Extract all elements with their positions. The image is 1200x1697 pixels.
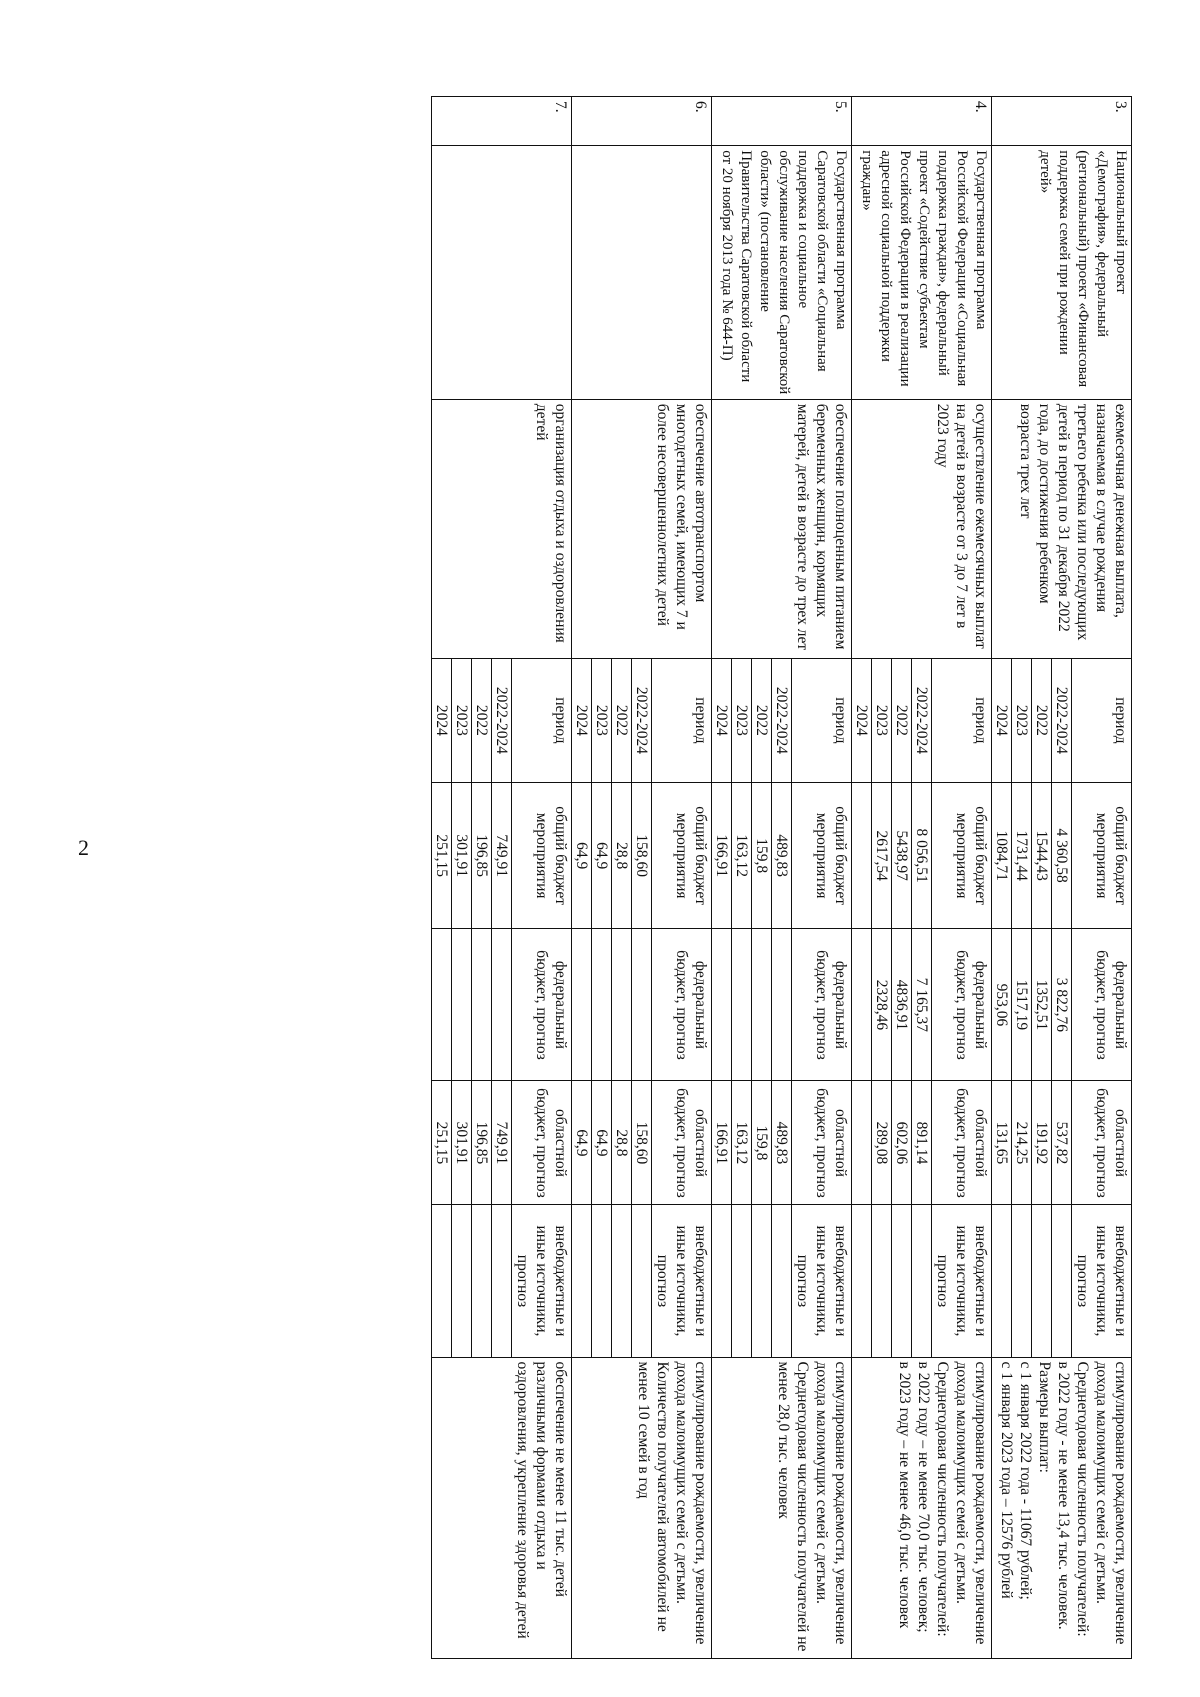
total-budget-header: общий бюджет мероприятия bbox=[512, 782, 572, 928]
event-name: осуществление ежемесячных выплат на детей в возрасте от 3 до 7 лет в 2023 году bbox=[852, 399, 992, 658]
regional-budget-cell: 158,60 bbox=[632, 1081, 652, 1205]
federal-budget-header: федеральный бюджет, прогноз bbox=[792, 929, 852, 1081]
row-number: 6. bbox=[572, 97, 712, 146]
total-budget-cell: 1084,71 bbox=[992, 782, 1012, 928]
federal-budget-cell: 2328,46 bbox=[872, 929, 892, 1081]
total-budget-header: общий бюджет мероприятия bbox=[652, 782, 712, 928]
regional-budget-cell: 163,12 bbox=[732, 1081, 752, 1205]
period-cell: 2024 bbox=[852, 658, 872, 782]
table-body bbox=[432, 97, 1132, 1659]
period-cell: 2022 bbox=[612, 658, 632, 782]
federal-budget-cell bbox=[732, 929, 752, 1081]
federal-budget-cell bbox=[572, 929, 592, 1081]
total-budget-header: общий бюджет мероприятия bbox=[1072, 782, 1132, 928]
total-budget-cell: 1731,44 bbox=[1012, 782, 1032, 928]
total-budget-cell bbox=[852, 782, 872, 928]
total-budget-cell: 159,8 bbox=[752, 782, 772, 928]
total-budget-cell: 158,60 bbox=[632, 782, 652, 928]
total-budget-cell: 4 360,58 bbox=[1052, 782, 1072, 928]
extra-budget-cell bbox=[872, 1205, 892, 1357]
expected-result: стимулирование рождаемости, увеличение дохода малоимущих семей с детьми. Среднегодовая численность получателей: в 2022 году - не менее 13,4 тыс. человек. Размеры выплат: с 1 января 2022 года - 11067 рублей; с 1 января 2023 года – 12576 рублей bbox=[992, 1357, 1132, 1658]
extra-budget-cell bbox=[892, 1205, 912, 1357]
row-number: 5. bbox=[712, 97, 852, 146]
extra-budget-cell bbox=[712, 1205, 732, 1357]
federal-budget-cell bbox=[492, 929, 512, 1081]
period-cell: 2023 bbox=[592, 658, 612, 782]
regional-budget-header: областной бюджет, прогноз bbox=[652, 1081, 712, 1205]
total-budget-cell: 28,8 bbox=[612, 782, 632, 928]
regional-budget-cell: 64,9 bbox=[572, 1081, 592, 1205]
program-table bbox=[431, 96, 1132, 1659]
regional-budget-cell: 28,8 bbox=[612, 1081, 632, 1205]
period-header: период bbox=[792, 658, 852, 782]
total-budget-cell: 749,91 bbox=[492, 782, 512, 928]
total-budget-header: общий бюджет мероприятия bbox=[792, 782, 852, 928]
period-header: период bbox=[932, 658, 992, 782]
extra-budget-cell bbox=[732, 1205, 752, 1357]
total-budget-cell: 5438,97 bbox=[892, 782, 912, 928]
program-name bbox=[432, 146, 572, 400]
extra-budget-header: внебюджетные и иные источники, прогноз bbox=[932, 1205, 992, 1357]
period-cell: 2024 bbox=[712, 658, 732, 782]
regional-budget-cell bbox=[852, 1081, 872, 1205]
program-name: Национальный проект «Демография», федеральный (региональный) проект «Финансовая поддержка семей при рождении детей» bbox=[992, 146, 1132, 400]
extra-budget-cell bbox=[1012, 1205, 1032, 1357]
period-cell: 2023 bbox=[1012, 658, 1032, 782]
table-row bbox=[512, 97, 572, 1659]
regional-budget-cell: 749,91 bbox=[492, 1081, 512, 1205]
period-cell: 2022 bbox=[752, 658, 772, 782]
extra-budget-cell bbox=[772, 1205, 792, 1357]
federal-budget-cell: 1352,51 bbox=[1032, 929, 1052, 1081]
total-budget-cell: 64,9 bbox=[592, 782, 612, 928]
extra-budget-cell bbox=[592, 1205, 612, 1357]
federal-budget-cell: 1517,19 bbox=[1012, 929, 1032, 1081]
table-row bbox=[652, 97, 712, 1659]
federal-budget-cell bbox=[632, 929, 652, 1081]
extra-budget-header: внебюджетные и иные источники, прогноз bbox=[652, 1205, 712, 1357]
row-number: 7. bbox=[432, 97, 572, 146]
row-number: 4. bbox=[852, 97, 992, 146]
extra-budget-cell bbox=[612, 1205, 632, 1357]
federal-budget-cell: 3 822,76 bbox=[1052, 929, 1072, 1081]
extra-budget-cell bbox=[1052, 1205, 1072, 1357]
period-cell: 2024 bbox=[432, 658, 452, 782]
regional-budget-cell: 489,83 bbox=[772, 1081, 792, 1205]
federal-budget-cell: 953,06 bbox=[992, 929, 1012, 1081]
total-budget-cell: 64,9 bbox=[572, 782, 592, 928]
page-number: 2 bbox=[78, 835, 89, 860]
period-cell: 2023 bbox=[452, 658, 472, 782]
extra-budget-cell bbox=[452, 1205, 472, 1357]
federal-budget-cell bbox=[852, 929, 872, 1081]
federal-budget-header: федеральный бюджет, прогноз bbox=[512, 929, 572, 1081]
period-cell: 2022 bbox=[1032, 658, 1052, 782]
expected-result: стимулирование рождаемости, увеличение дохода малоимущих семей с детьми. Среднегодовая численность получателей: в 2022 году – не менее 70,0 тыс. человек; в 2023 году – не менее 46,0 тыс. человек bbox=[852, 1357, 992, 1658]
total-budget-cell: 163,12 bbox=[732, 782, 752, 928]
period-cell: 2022-2024 bbox=[632, 658, 652, 782]
federal-budget-header: федеральный бюджет, прогноз bbox=[1072, 929, 1132, 1081]
period-header: период bbox=[652, 658, 712, 782]
period-cell: 2022-2024 bbox=[492, 658, 512, 782]
total-budget-cell: 251,15 bbox=[432, 782, 452, 928]
extra-budget-cell bbox=[852, 1205, 872, 1357]
total-budget-cell: 166,91 bbox=[712, 782, 732, 928]
regional-budget-cell: 537,82 bbox=[1052, 1081, 1072, 1205]
regional-budget-header: областной бюджет, прогноз bbox=[1072, 1081, 1132, 1205]
regional-budget-cell: 251,15 bbox=[432, 1081, 452, 1205]
extra-budget-cell bbox=[992, 1205, 1012, 1357]
extra-budget-cell bbox=[492, 1205, 512, 1357]
regional-budget-cell: 131,65 bbox=[992, 1081, 1012, 1205]
event-name: организация отдыха и оздоровления детей bbox=[432, 399, 572, 658]
extra-budget-cell bbox=[912, 1205, 932, 1357]
period-header: период bbox=[512, 658, 572, 782]
extra-budget-cell bbox=[472, 1205, 492, 1357]
federal-budget-cell bbox=[592, 929, 612, 1081]
federal-budget-cell: 4836,91 bbox=[892, 929, 912, 1081]
extra-budget-cell bbox=[572, 1205, 592, 1357]
expected-result: обеспечение не менее 11 тыс. детей различными формами отдыха и оздоровления, укрепление здоровья детей bbox=[432, 1357, 572, 1658]
total-budget-cell: 1544,43 bbox=[1032, 782, 1052, 928]
total-budget-cell: 2617,54 bbox=[872, 782, 892, 928]
expected-result: стимулирование рождаемости, увеличение дохода малоимущих семей с детьми. Среднегодовая численность получателей не менее 28,0 тыс. человек bbox=[712, 1357, 852, 1658]
period-cell: 2022-2024 bbox=[1052, 658, 1072, 782]
period-cell: 2024 bbox=[992, 658, 1012, 782]
expected-result: стимулирование рождаемости, увеличение дохода малоимущих семей с детьми. Количество получателей автомобилей не менее 10 семей в год bbox=[572, 1357, 712, 1658]
federal-budget-cell bbox=[612, 929, 632, 1081]
regional-budget-cell: 214,25 bbox=[1012, 1081, 1032, 1205]
period-cell: 2022 bbox=[472, 658, 492, 782]
regional-budget-cell: 166,91 bbox=[712, 1081, 732, 1205]
regional-budget-header: областной бюджет, прогноз bbox=[932, 1081, 992, 1205]
regional-budget-cell: 602,06 bbox=[892, 1081, 912, 1205]
row-number: 3. bbox=[992, 97, 1132, 146]
extra-budget-header: внебюджетные и иные источники, прогноз bbox=[1072, 1205, 1132, 1357]
table-row bbox=[932, 97, 992, 1659]
regional-budget-cell: 301,91 bbox=[452, 1081, 472, 1205]
event-name: обеспечение автотранспортом многодетных семей, имеющих 7 и более несовершеннолетних детей bbox=[572, 399, 712, 658]
federal-budget-cell bbox=[752, 929, 772, 1081]
regional-budget-cell: 159,8 bbox=[752, 1081, 772, 1205]
event-name: обеспечение полноценным питанием беременных женщин, кормящих матерей, детей в возрасте до трех лет bbox=[712, 399, 852, 658]
period-cell: 2022-2024 bbox=[772, 658, 792, 782]
extra-budget-cell bbox=[1032, 1205, 1052, 1357]
regional-budget-cell: 64,9 bbox=[592, 1081, 612, 1205]
extra-budget-header: внебюджетные и иные источники, прогноз bbox=[512, 1205, 572, 1357]
federal-budget-header: федеральный бюджет, прогноз bbox=[932, 929, 992, 1081]
total-budget-cell: 8 056,51 bbox=[912, 782, 932, 928]
program-name: Государственная программа Саратовской области «Социальная поддержка и социальное обслуживание населения Саратовской области» (постановление Правительства Саратовской области от 20 ноября 2013 года № 644-П) bbox=[712, 146, 852, 400]
regional-budget-header: областной бюджет, прогноз bbox=[792, 1081, 852, 1205]
federal-budget-header: федеральный бюджет, прогноз bbox=[652, 929, 712, 1081]
period-cell: 2024 bbox=[572, 658, 592, 782]
extra-budget-cell bbox=[752, 1205, 772, 1357]
table-row bbox=[1072, 97, 1132, 1659]
total-budget-cell: 301,91 bbox=[452, 782, 472, 928]
total-budget-cell: 489,83 bbox=[772, 782, 792, 928]
total-budget-header: общий бюджет мероприятия bbox=[932, 782, 992, 928]
event-name: ежемесячная денежная выплата, назначаемая в случае рождения третьего ребенка или последующих детей в период по 31 декабря 2022 года, до достижения ребенком возраста трех лет bbox=[992, 399, 1132, 658]
regional-budget-cell: 191,92 bbox=[1032, 1081, 1052, 1205]
period-cell: 2023 bbox=[872, 658, 892, 782]
extra-budget-cell bbox=[432, 1205, 452, 1357]
regional-budget-cell: 196,85 bbox=[472, 1081, 492, 1205]
federal-budget-cell: 7 165,37 bbox=[912, 929, 932, 1081]
total-budget-cell: 196,85 bbox=[472, 782, 492, 928]
federal-budget-cell bbox=[452, 929, 472, 1081]
period-header: период bbox=[1072, 658, 1132, 782]
table-row bbox=[792, 97, 852, 1659]
federal-budget-cell bbox=[432, 929, 452, 1081]
period-cell: 2022 bbox=[892, 658, 912, 782]
regional-budget-cell: 891,14 bbox=[912, 1081, 932, 1205]
rotated-table-container bbox=[180, 96, 1132, 1659]
extra-budget-header: внебюджетные и иные источники, прогноз bbox=[792, 1205, 852, 1357]
federal-budget-cell bbox=[472, 929, 492, 1081]
period-cell: 2022-2024 bbox=[912, 658, 932, 782]
regional-budget-header: областной бюджет, прогноз bbox=[512, 1081, 572, 1205]
federal-budget-cell bbox=[772, 929, 792, 1081]
extra-budget-cell bbox=[632, 1205, 652, 1357]
regional-budget-cell: 289,08 bbox=[872, 1081, 892, 1205]
program-name bbox=[572, 146, 712, 400]
federal-budget-cell bbox=[712, 929, 732, 1081]
program-name: Государственная программа Российской Федерации «Социальная поддержка граждан», федеральный проект «Содействие субъектам Российской Федерации в реализации адресной социальной поддержки граждан» bbox=[852, 146, 992, 400]
period-cell: 2023 bbox=[732, 658, 752, 782]
